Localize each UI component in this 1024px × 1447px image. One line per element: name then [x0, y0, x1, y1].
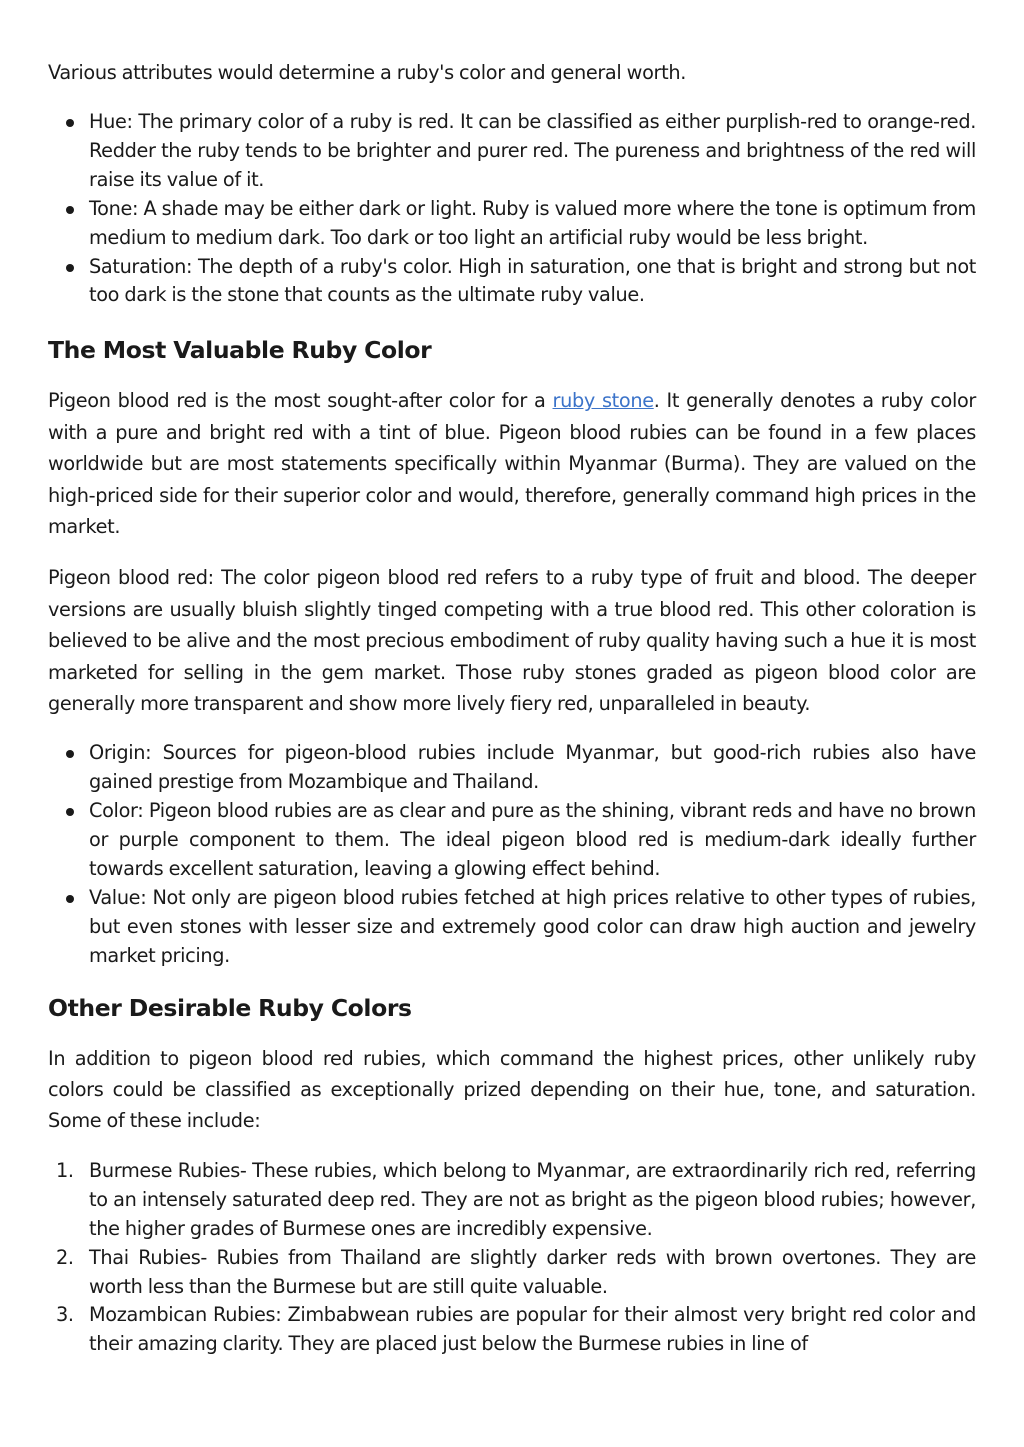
- list-item-text: Mozambican Rubies: Zimbabwean rubies are popular for their almost very bright red color and their amazing clarity. They are placed just below the Burmese rubies in line of: [89, 1303, 976, 1356]
- list-item: Value: Not only are pigeon blood rubies fetched at high prices relative to other types of rubies, but even stones with lesser size and extremely good color can draw high auction and jewelry market pricing.: [89, 884, 976, 971]
- paragraph-text: Pigeon blood red is the most sought-after color for a: [48, 389, 553, 413]
- list-item: Tone: A shade may be either dark or light. Ruby is valued more where the tone is optimum from medium to medium dark. Too dark or too light an artificial ruby would be less bright.: [89, 195, 976, 253]
- paragraph-text: . It generally denotes a ruby color with a pure and bright red with a tint of blue. Pigeon blood rubies can be found in a few places worldwide but are most statements specifically within Myanmar (Burma). They are valued on the high-priced side for their superior color and would, therefore, generally command high prices in the market.: [48, 389, 976, 538]
- list-number: 2.: [56, 1245, 74, 1269]
- other-colors-paragraph: In addition to pigeon blood red rubies, which command the highest prices, other unlikely ruby colors could be classified as exceptionally prized depending on their hue, tone, and saturation. Some of these include:: [48, 1046, 976, 1133]
- list-item: [56, 1301, 976, 1359]
- pigeon-blood-attributes-list: [48, 739, 976, 970]
- section-heading-other-colors: Other Desirable Ruby Colors: [48, 993, 412, 1022]
- ruby-attributes-list: [48, 108, 976, 310]
- list-item: Saturation: The depth of a ruby's color. High in saturation, one that is bright and strong but not too dark is the stone that counts as the ultimate ruby value.: [89, 253, 976, 311]
- list-item-text: Burmese Rubies- These rubies, which belong to Myanmar, are extraordinarily rich red, referring to an intensely saturated deep red. They are not as bright as the pigeon blood rubies; however, the higher grades of Burmese ones are incredibly expensive.: [89, 1158, 976, 1240]
- list-item: Color: Pigeon blood rubies are as clear and pure as the shining, vibrant reds and have no brown or purple component to them. The ideal pigeon blood red is medium-dark ideally further towards excellent saturation, leaving a glowing effect behind.: [89, 797, 976, 884]
- list-item: [56, 1157, 976, 1244]
- section-heading-most-valuable: The Most Valuable Ruby Color: [48, 336, 432, 365]
- pigeon-blood-intro-paragraph: [48, 385, 976, 542]
- list-item-text: Thai Rubies- Rubies from Thailand are slightly darker reds with brown overtones. They are worth less than the Burmese but are still quite valuable.: [89, 1245, 976, 1298]
- list-item: [56, 1244, 976, 1302]
- intro-paragraph: Various attributes would determine a ruby's color and general worth.: [48, 61, 686, 84]
- list-item: Hue: The primary color of a ruby is red. It can be classified as either purplish-red to orange-red. Redder the ruby tends to be brighter and purer red. The pureness and brightness of the red will raise its value of it.: [89, 108, 976, 195]
- pigeon-blood-detail-paragraph: Pigeon blood red: The color pigeon blood red refers to a ruby type of fruit and blood. The deeper versions are usually bluish slightly tinged competing with a true blood red. This other coloration is believed to be alive and the most precious embodiment of ruby quality having such a hue it is most marketed for selling in the gem market. Those ruby stones graded as pigeon blood color are generally more transparent and show more lively fiery red, unparalleled in beauty.: [48, 566, 976, 715]
- list-number: 3.: [56, 1303, 74, 1327]
- document-page: [48, 57, 976, 1359]
- list-item: Origin: Sources for pigeon-blood rubies include Myanmar, but good-rich rubies also have gained prestige from Mozambique and Thailand.: [89, 739, 976, 797]
- ruby-stone-link[interactable]: ruby stone: [552, 389, 654, 413]
- list-number: 1.: [56, 1158, 74, 1182]
- ruby-types-list: [48, 1157, 976, 1359]
